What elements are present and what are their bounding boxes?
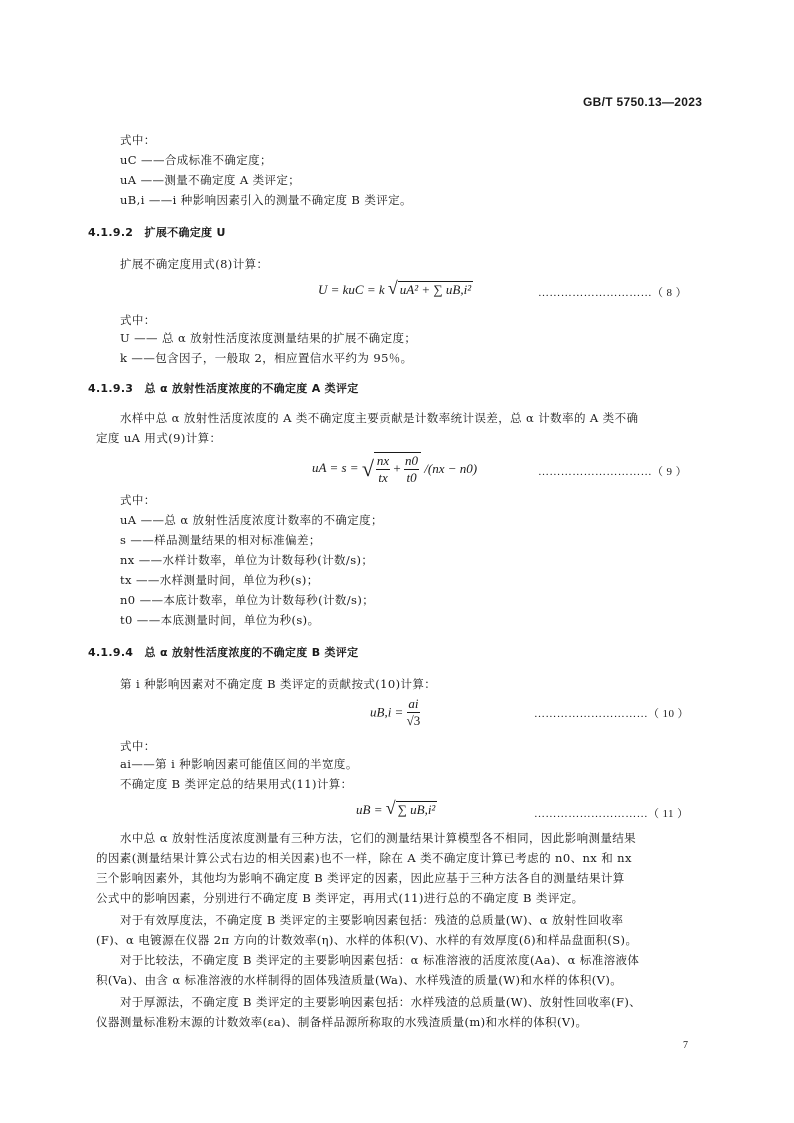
symbol-line: tx ——水样测量时间，单位为秒(s)； xyxy=(120,573,319,587)
where-label: 式中： xyxy=(120,313,156,327)
where-label: 式中： xyxy=(120,739,156,753)
section-heading-4192: 4.1.9.2 扩展不确定度 U xyxy=(88,226,226,239)
equation-11 xyxy=(356,798,437,819)
paragraph-line: 的因素(测量结果计算公式右边的相关因素)也不一样，除在 A 类不确定度计算已考虑的 n0、nx 和 nx xyxy=(96,851,632,865)
sqrt-symbol: √ xyxy=(387,278,398,298)
paragraph-line: 对于厚源法，不确定度 B 类评定的主要影响因素包括：水样残渣的总质量(W)、放射性回收率(F)、 xyxy=(120,995,642,1009)
paragraph-line: 对于有效厚度法，不确定度 B 类评定的主要影响因素包括：残渣的总质量(W)、α 放射性回收率 xyxy=(120,913,624,927)
symbol-line: uC ——合成标准不确定度； xyxy=(120,153,272,167)
equation-right: /(nx − n0) xyxy=(424,461,478,476)
paragraph-line: 水样中总 α 放射性活度浓度的 A 类不确定度主要贡献是计数率统计误差，总 α 计数率的 A 类不确 xyxy=(120,411,639,425)
page-number: 7 xyxy=(683,1040,688,1051)
where-label: 式中： xyxy=(120,493,156,507)
standard-code: GB/T 5750.13—2023 xyxy=(583,95,703,109)
section-heading-4194: 4.1.9.4 总 α 放射性活度浓度的不确定度 B 类评定 xyxy=(88,646,359,659)
fraction: $\frac{ai}{√3}$ xyxy=(406,696,421,728)
paragraph-line: (F)、α 电镀源在仪器 2π 方向的计数效率(η)、水样的体积(V)、水样的有效厚度(δ)和样品盘面积(S)。 xyxy=(96,933,638,947)
fraction: $\frac{n0}{t0}$ xyxy=(405,453,419,485)
paragraph-line: 公式中的影响因素，分别进行不确定度 B 类评定，再用式(11)进行总的不确定度 B 类评定。 xyxy=(96,891,584,905)
symbol-line: k ——包含因子，一般取 2，相应置信水平约为 95％。 xyxy=(120,351,413,365)
paragraph-line: 定度 uA 用式(9)计算： xyxy=(96,431,222,445)
equation-number-9: …………………………（ 9 ） xyxy=(538,466,687,478)
where-label: 式中： xyxy=(120,133,156,147)
equation-radicand: ∑ uB,i² xyxy=(397,802,436,817)
paragraph-line: 仪器测量标准粉末源的计数效率(εa)、制备样品源所称取的水残渣质量(m)和水样的体积(V)。 xyxy=(96,1015,588,1029)
equation-radicand: uA² + ∑ uB,i² xyxy=(399,282,472,297)
fraction: $\frac{nx}{tx}$ xyxy=(376,453,390,485)
sqrt-symbol: √ xyxy=(385,798,396,818)
equation-left: uB = xyxy=(356,802,383,817)
symbol-line: s ——样品测量结果的相对标准偏差； xyxy=(120,533,321,547)
equation-left: uA = s = xyxy=(312,459,359,475)
equation-number-8: …………………………（ 8 ） xyxy=(538,287,687,299)
paragraph: 不确定度 B 类评定总的结果用式(11)计算： xyxy=(120,777,353,791)
equation-number-10: …………………………（ 10 ） xyxy=(534,708,689,720)
paragraph-line: 水中总 α 放射性活度浓度测量有三种方法，它们的测量结果计算模型各不相同，因此影响测量结果 xyxy=(120,831,637,845)
symbol-line: U —— 总 α 放射性活度浓度测量结果的扩展不确定度； xyxy=(120,331,417,345)
section-heading-4193: 4.1.9.3 总 α 放射性活度浓度的不确定度 A 类评定 xyxy=(88,382,359,395)
equation-left: U = kuC = k xyxy=(318,282,385,297)
symbol-line: uB,i ——i 种影响因素引入的测量不确定度 B 类评定。 xyxy=(120,193,412,207)
symbol-line: n0 ——本底计数率，单位为计数每秒(计数/s)； xyxy=(120,593,375,607)
equation-left: uB,i = xyxy=(370,704,404,720)
equation-10 xyxy=(370,696,420,729)
paragraph-line: 三个影响因素外，其他均为影响不确定度 B 类评定的因素，因此应基于三种方法各自的测量结果计算 xyxy=(96,871,625,885)
symbol-line: ai——第 i 种影响因素可能值区间的半宽度。 xyxy=(120,757,358,771)
paragraph-line: 对于比较法，不确定度 B 类评定的主要影响因素包括：α 标准溶液的活度浓度(Aa)、α 标准溶液体 xyxy=(120,953,640,967)
equation-8 xyxy=(318,278,473,299)
sqrt-symbol: √ xyxy=(361,456,374,481)
symbol-line: uA ——总 α 放射性活度浓度计数率的不确定度； xyxy=(120,513,383,527)
paragraph: 第 i 种影响因素对不确定度 B 类评定的贡献按式(10)计算： xyxy=(120,677,437,691)
symbol-line: nx ——水样计数率，单位为计数每秒(计数/s)； xyxy=(120,553,374,567)
equation-number-11: …………………………（ 11 ） xyxy=(534,808,689,820)
equation-9: uA = s = √ $\frac{nx}{tx}$ + $\frac{n0}{t0}$ /(nx − n0) xyxy=(312,453,478,485)
paragraph-line: 积(Va)、由含 α 标准溶液的水样制得的固体残渣质量(Wa)、水样残渣的质量(W)和水样的体积(V)。 xyxy=(96,973,623,987)
paragraph: 扩展不确定度用式(8)计算： xyxy=(120,257,269,271)
symbol-line: uA ——测量不确定度 A 类评定； xyxy=(120,173,301,187)
symbol-line: t0 ——本底测量时间，单位为秒(s)。 xyxy=(120,613,320,627)
